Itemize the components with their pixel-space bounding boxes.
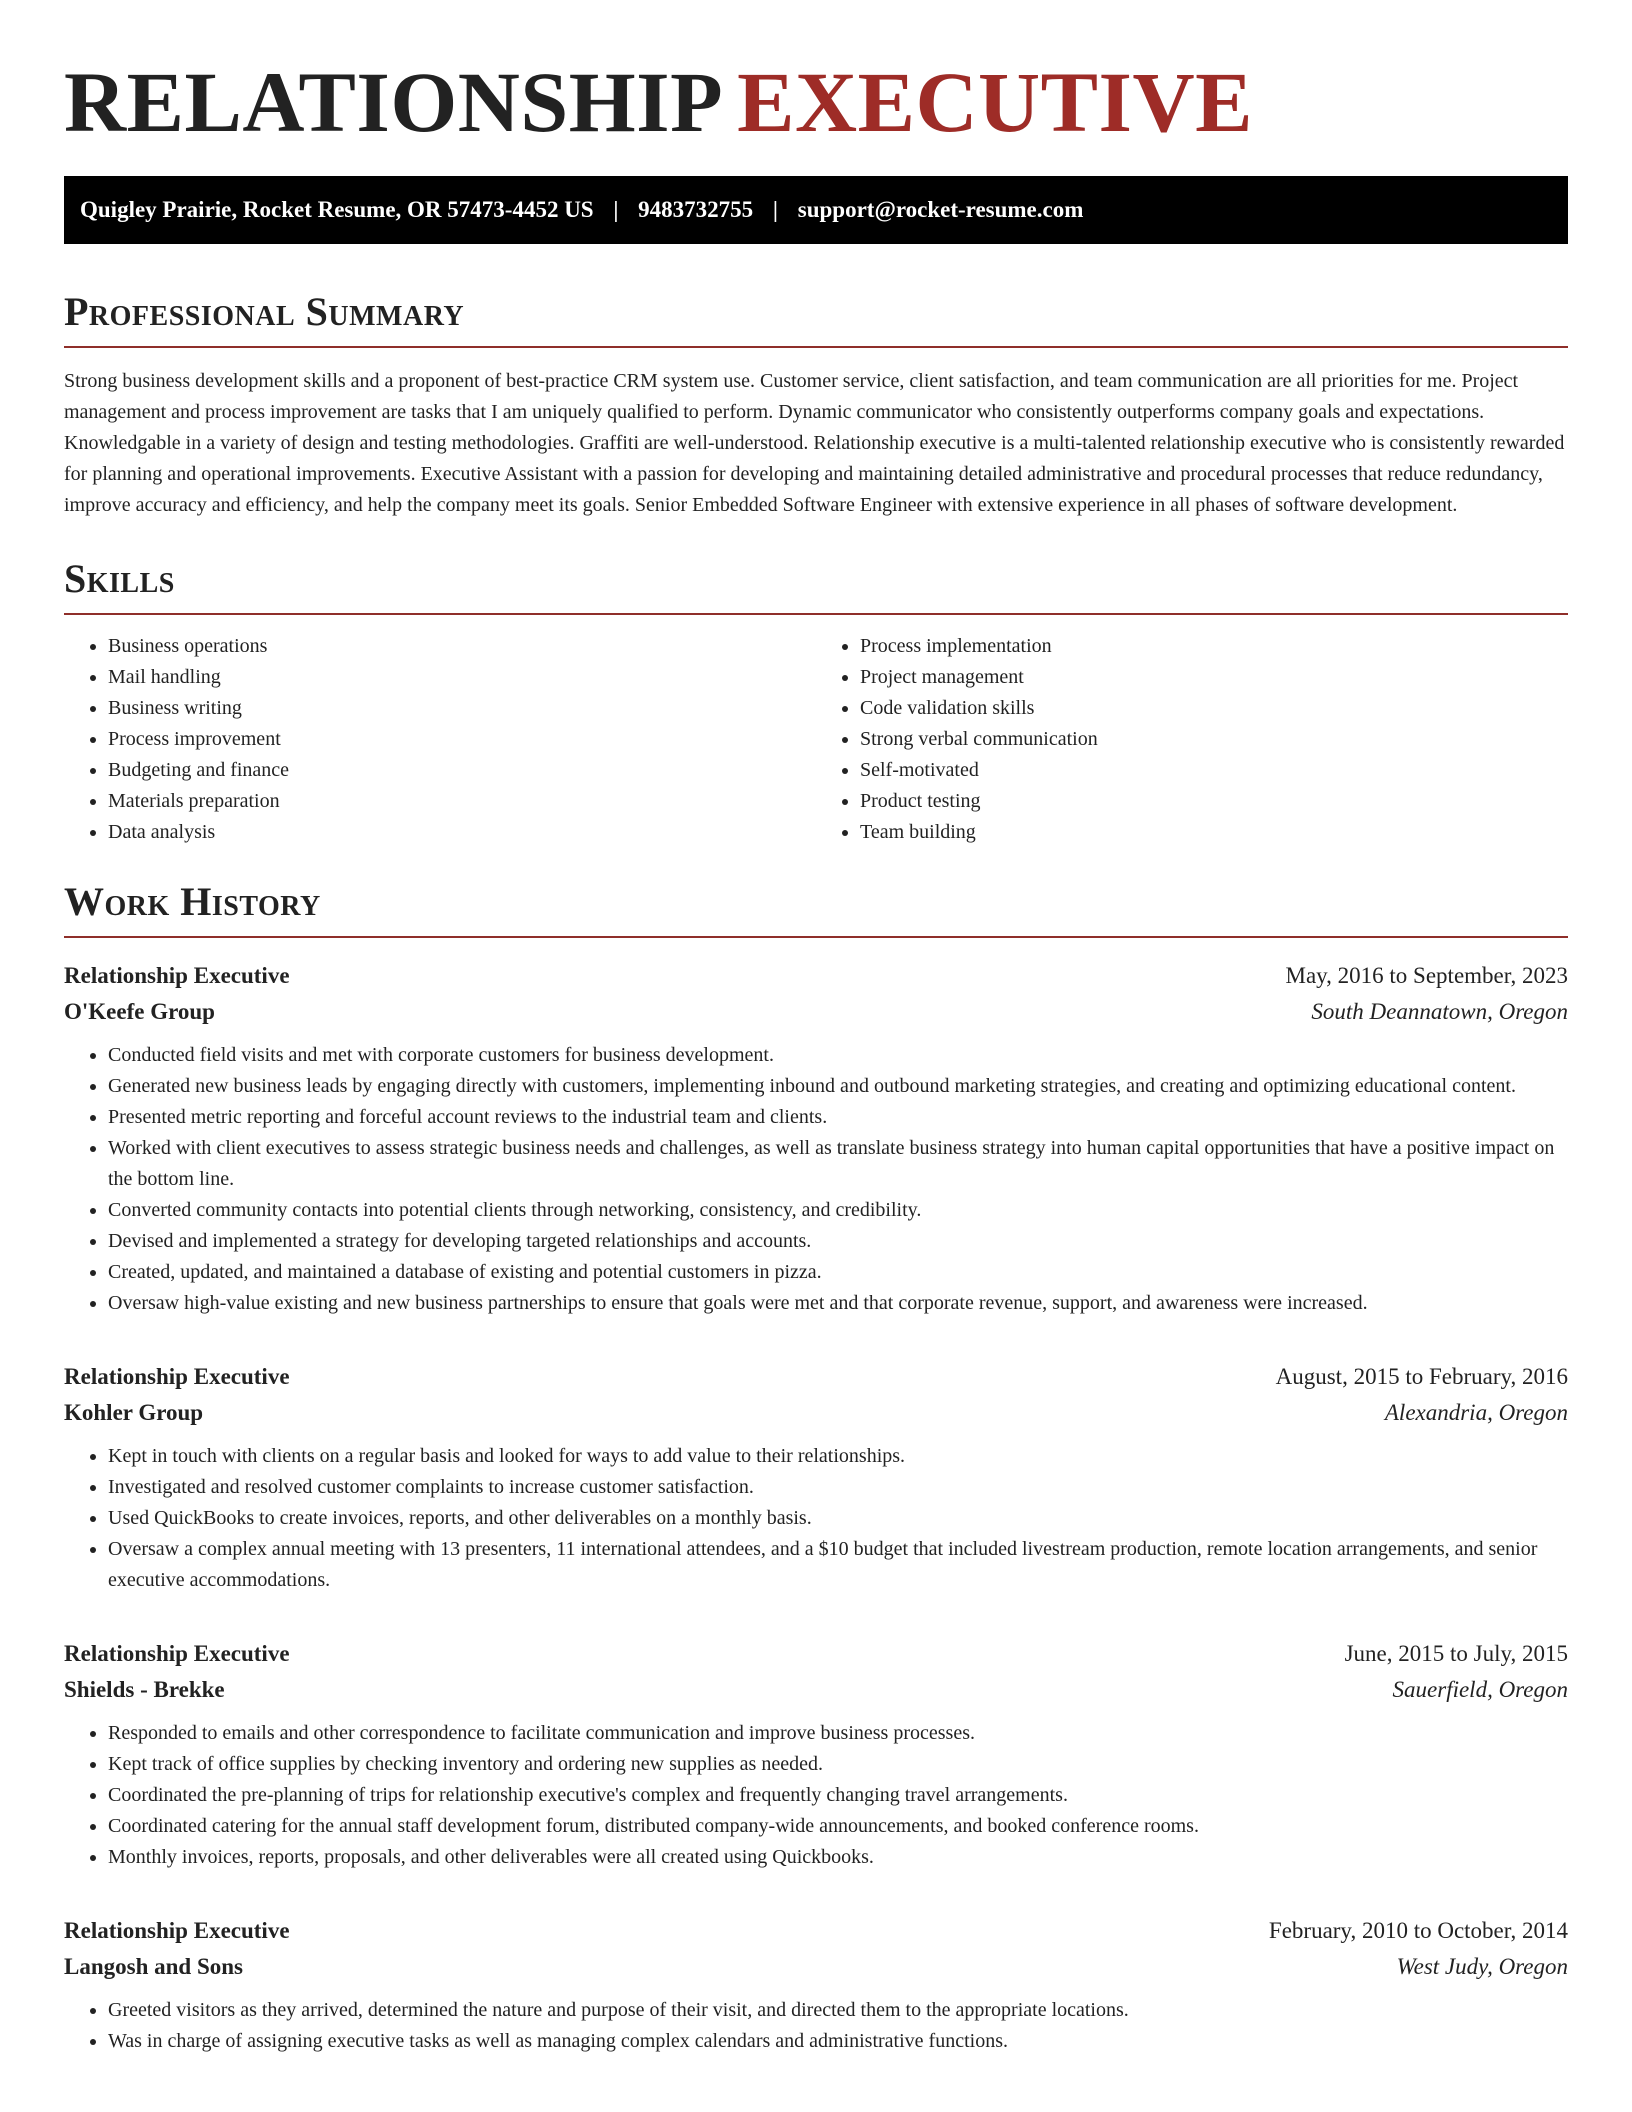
job-dates: August, 2015 to February, 2016 [1275,1364,1568,1389]
skills-column-right [816,631,1568,848]
name-first: RELATIONSHIP [64,54,724,150]
job-dates: February, 2010 to October, 2014 [1268,1918,1568,1943]
job-duty: • Coordinated the pre-planning of trips for relationship executive's complex and frequently changing travel arrangements. [108,1780,1568,1811]
job-title: Relationship Executive [64,1364,290,1389]
name-last: EXECUTIVE [737,54,1253,150]
job-location: South Deannatown, Oregon [1311,999,1568,1024]
skill-item: • Project management [860,662,1568,693]
job-duty: • Converted community contacts into potential clients through networking, consistency, and credibility. [108,1195,1568,1226]
job-dates: May, 2016 to September, 2023 [1285,963,1568,988]
job-company: Kohler Group [64,1400,204,1425]
professional-summary-section [64,288,1568,521]
job-title: Relationship Executive [64,1918,290,1943]
section-divider [64,936,1568,938]
skill-item: • Data analysis [108,817,816,848]
work-history-section [64,878,1568,2057]
job-company: Langosh and Sons [64,1954,243,1979]
job-entry [64,1359,1568,1596]
job-company-row [64,1395,1568,1431]
section-divider [64,346,1568,348]
job-entry [64,1636,1568,1873]
job-duties-list [64,1995,1568,2057]
job-header-row [64,958,1568,994]
skill-item: • Materials preparation [108,786,816,817]
job-duty: • Created, updated, and maintained a database of existing and potential customers in pizza. [108,1257,1568,1288]
job-company-row [64,1672,1568,1708]
summary-text: Strong business development skills and a proponent of best-practice CRM system use. Customer service, client satisfaction, and team communication are all priorities for me. Project management and process improvement are tasks that I am uniquely qualified to perform. Dynamic communicator who consistently outperforms company goals and expectations. Knowledgable in a variety of design and testing methodologies. Graffiti are well-understood. Relationship executive is a multi-talented relationship executive who is consistently rewarded for planning and operational improvements. Executive Assistant with a passion for developing and maintaining detailed administrative and procedural processes that reduce redundancy, improve accuracy and efficiency, and help the company meet its goals. Senior Embedded Software Engineer with extensive experience in all phases of software development. [64,370,1565,516]
job-company-row [64,1949,1568,1985]
skill-item: • Process implementation [860,631,1568,662]
contact-separator: | [613,197,619,222]
job-duty: • Used QuickBooks to create invoices, reports, and other deliverables on a monthly basis. [108,1503,1568,1534]
skill-item: • Product testing [860,786,1568,817]
job-header-row [64,1913,1568,1949]
contact-bar [64,176,1568,244]
resume-name [64,0,1568,150]
job-duty: • Investigated and resolved customer complaints to increase customer satisfaction. [108,1472,1568,1503]
contact-separator: | [772,197,778,222]
job-entry [64,1913,1568,2057]
job-dates: June, 2015 to July, 2015 [1344,1641,1568,1666]
job-location: Alexandria, Oregon [1384,1400,1568,1425]
job-duty: • Responded to emails and other correspondence to facilitate communication and improve business processes. [108,1718,1568,1749]
job-duty: • Kept in touch with clients on a regular basis and looked for ways to add value to their relationships. [108,1441,1568,1472]
job-duty: • Conducted field visits and met with corporate customers for business development. [108,1040,1568,1071]
job-company: O'Keefe Group [64,999,215,1024]
job-duty: • Devised and implemented a strategy for developing targeted relationships and accounts. [108,1226,1568,1257]
job-entry [64,958,1568,1319]
job-duty: • Oversaw high-value existing and new business partnerships to ensure that goals were met and that corporate revenue, support, and awareness were increased. [108,1288,1568,1319]
skill-item: • Mail handling [108,662,816,693]
job-duty: • Kept track of office supplies by checking inventory and ordering new supplies as needed. [108,1749,1568,1780]
job-duty: • Was in charge of assigning executive tasks as well as managing complex calendars and administrative functions. [108,2026,1568,2057]
job-duty: • Presented metric reporting and forceful account reviews to the industrial team and clients. [108,1102,1568,1133]
skills-column-left [64,631,816,848]
job-duty: • Coordinated catering for the annual staff development forum, distributed company-wide announcements, and booked conference rooms. [108,1811,1568,1842]
contact-phone: 9483732755 [638,197,754,222]
skill-item: • Team building [860,817,1568,848]
skill-item: • Code validation skills [860,693,1568,724]
job-title: Relationship Executive [64,963,290,988]
skill-item: • Strong verbal communication [860,724,1568,755]
skill-item: • Business writing [108,693,816,724]
job-header-row [64,1359,1568,1395]
skill-item: • Self-motivated [860,755,1568,786]
job-duty: • Greeted visitors as they arrived, determined the nature and purpose of their visit, and directed them to the appropriate locations. [108,1995,1568,2026]
contact-email: support@rocket-resume.com [797,197,1084,222]
job-title: Relationship Executive [64,1641,290,1666]
job-duty: • Oversaw a complex annual meeting with 13 presenters, 11 international attendees, and a $10 budget that included livestream production, remote location arrangements, and senior executive accommodations. [108,1534,1568,1596]
job-company-row [64,994,1568,1030]
job-header-row [64,1636,1568,1672]
section-title-skills: Skills [64,556,175,601]
job-duty: • Generated new business leads by engaging directly with customers, implementing inbound and outbound marketing strategies, and creating and optimizing educational content. [108,1071,1568,1102]
job-duty: • Worked with client executives to assess strategic business needs and challenges, as well as translate business strategy into human capital opportunities that have a positive impact on the bottom line. [108,1133,1568,1195]
job-duties-list [64,1718,1568,1873]
skill-item: • Budgeting and finance [108,755,816,786]
section-divider [64,613,1568,615]
job-location: West Judy, Oregon [1396,1954,1568,1979]
job-duties-list [64,1040,1568,1319]
skill-item: • Process improvement [108,724,816,755]
skill-item: • Business operations [108,631,816,662]
job-company: Shields - Brekke [64,1677,225,1702]
job-location: Sauerfield, Oregon [1392,1677,1568,1702]
skills-grid [64,631,1568,848]
section-title-work-history: Work History [64,879,321,924]
job-duty: • Monthly invoices, reports, proposals, and other deliverables were all created using Quickbooks. [108,1842,1568,1873]
skills-section [64,555,1568,848]
job-duties-list [64,1441,1568,1596]
contact-address: Quigley Prairie, Rocket Resume, OR 57473-4452 US [80,197,594,222]
section-title-summary: Professional Summary [64,289,465,334]
